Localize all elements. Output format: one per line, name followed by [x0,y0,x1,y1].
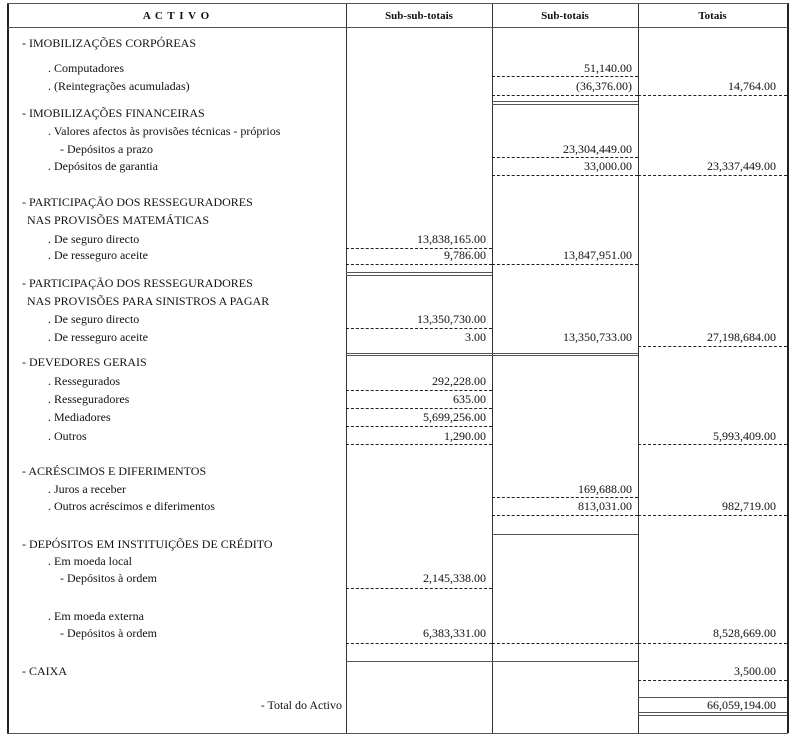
dashed-rule [346,588,492,589]
row-label: - CAIXA [22,664,67,678]
dashed-rule [492,157,638,158]
dashed-rule [492,95,638,96]
dashed-rule [346,426,492,427]
dashed-rule [638,643,787,644]
dashed-rule [346,444,492,445]
dashed-rule [346,248,492,249]
dashed-rule [346,390,492,391]
rule-line [346,275,492,276]
row-label: . Juros a receber [48,482,126,496]
row-label: . Valores afectos às provisões técnicas - próprios [48,124,281,138]
value-sub: 13,350,733.00 [563,330,632,344]
dashed-rule [346,643,492,644]
rule-line [7,733,788,734]
value-total: 5,993,409.00 [713,429,776,443]
row-label: . Ressegurados [48,374,120,388]
rule-line [346,272,492,273]
rule-line [638,697,787,698]
rule-line [346,353,638,354]
rule-line [638,712,787,713]
row-label: . Outros [48,429,87,443]
row-label: . Resseguradores [48,392,130,406]
value-subsub: 3.00 [465,330,486,344]
row-label: . Em moeda externa [48,609,144,623]
row-label: - Depósitos a prazo [60,142,153,156]
row-label: NAS PROVISÕES PARA SINISTROS A PAGAR [27,294,270,308]
row-label: . De seguro directo [48,312,140,326]
value-subsub: 2,145,338.00 [423,571,486,585]
value-subsub: 1,290.00 [444,429,486,443]
value-total: 982,719.00 [722,499,776,513]
row-label: . Mediadores [48,410,111,424]
row-label: . (Reintegrações acumuladas) [48,79,190,93]
rule-line [346,355,638,356]
value-sub: 33,000.00 [584,159,632,173]
value-subsub: 6,383,331.00 [423,626,486,640]
row-label: - Depósitos à ordem [60,571,157,585]
dashed-rule [638,95,787,96]
dashed-rule [638,346,787,347]
column-divider [492,3,493,733]
value-subsub: 5,699,256.00 [423,410,486,424]
row-label: - PARTICIPAÇÃO DOS RESSEGURADORES [22,276,253,290]
row-label: - DEPÓSITOS EM INSTITUIÇÕES DE CRÉDITO [22,537,273,551]
column-divider [346,3,347,733]
value-sub: 169,688.00 [578,482,632,496]
row-label: . De resseguro aceite [48,248,148,262]
row-label: . Outros acréscimos e diferimentos [48,499,215,513]
dashed-rule [492,76,638,77]
value-total: 23,337,449.00 [707,159,776,173]
dashed-rule [638,175,787,176]
dashed-rule [492,515,638,516]
row-label: . Computadores [48,61,124,75]
value-subsub: 9,786.00 [444,248,486,262]
dashed-rule [638,515,787,516]
row-label: - IMOBILIZAÇÕES CORPÓREAS [22,36,197,50]
row-label: - IMOBILIZAÇÕES FINANCEIRAS [22,106,205,120]
column-divider [638,3,639,733]
dashed-rule [638,444,787,445]
dashed-rule [346,408,492,409]
value-sub: (36,376.00) [576,79,632,93]
rule-line [492,534,638,535]
header-sub-sub-totais: Sub-sub-totais [385,10,453,22]
dashed-rule [346,328,492,329]
value-subsub: 13,838,165.00 [417,232,486,246]
row-label: - Depósitos à ordem [60,626,157,640]
value-subsub: 13,350,730.00 [417,312,486,326]
value-sub: 23,304,449.00 [563,142,632,156]
rule-line [492,101,638,102]
rule-line [346,661,638,662]
column-divider [787,3,789,733]
header-sub-totais: Sub-totais [541,10,589,22]
value-total: 66,059,194.00 [707,698,776,712]
row-label: . Depósitos de garantia [48,159,158,173]
rule-line [7,27,788,28]
rule-line [7,3,788,4]
dashed-rule [492,175,638,176]
value-subsub: 635.00 [453,392,486,406]
value-total: 3,500.00 [734,664,776,678]
value-subsub: 292,228.00 [432,374,486,388]
rule-line [638,715,787,716]
rule-line [492,104,638,105]
value-total: 8,528,669.00 [713,626,776,640]
value-total: 14,764.00 [728,79,776,93]
dashed-rule [492,264,638,265]
row-label: - Total do Activo [260,698,342,712]
row-label: - PARTICIPAÇÃO DOS RESSEGURADORES [22,195,253,209]
row-label: NAS PROVISÕES MATEMÁTICAS [27,213,210,227]
column-divider [7,3,9,733]
row-label: . De resseguro aceite [48,330,148,344]
row-label: . De seguro directo [48,232,140,246]
value-sub: 813,031.00 [578,499,632,513]
row-label: . Em moeda local [48,554,132,568]
dashed-rule [492,497,638,498]
value-total: 27,198,684.00 [707,330,776,344]
value-sub: 13,847,951.00 [563,248,632,262]
header-totais: Totais [698,10,727,22]
header-activo: A C T I V O [142,10,211,22]
row-label: - DEVEDORES GERAIS [22,355,147,369]
row-label: - ACRÉSCIMOS E DIFERIMENTOS [22,464,207,478]
dashed-rule [638,680,787,681]
dashed-rule [346,264,492,265]
value-sub: 51,140.00 [584,61,632,75]
dashed-rule [492,643,638,644]
